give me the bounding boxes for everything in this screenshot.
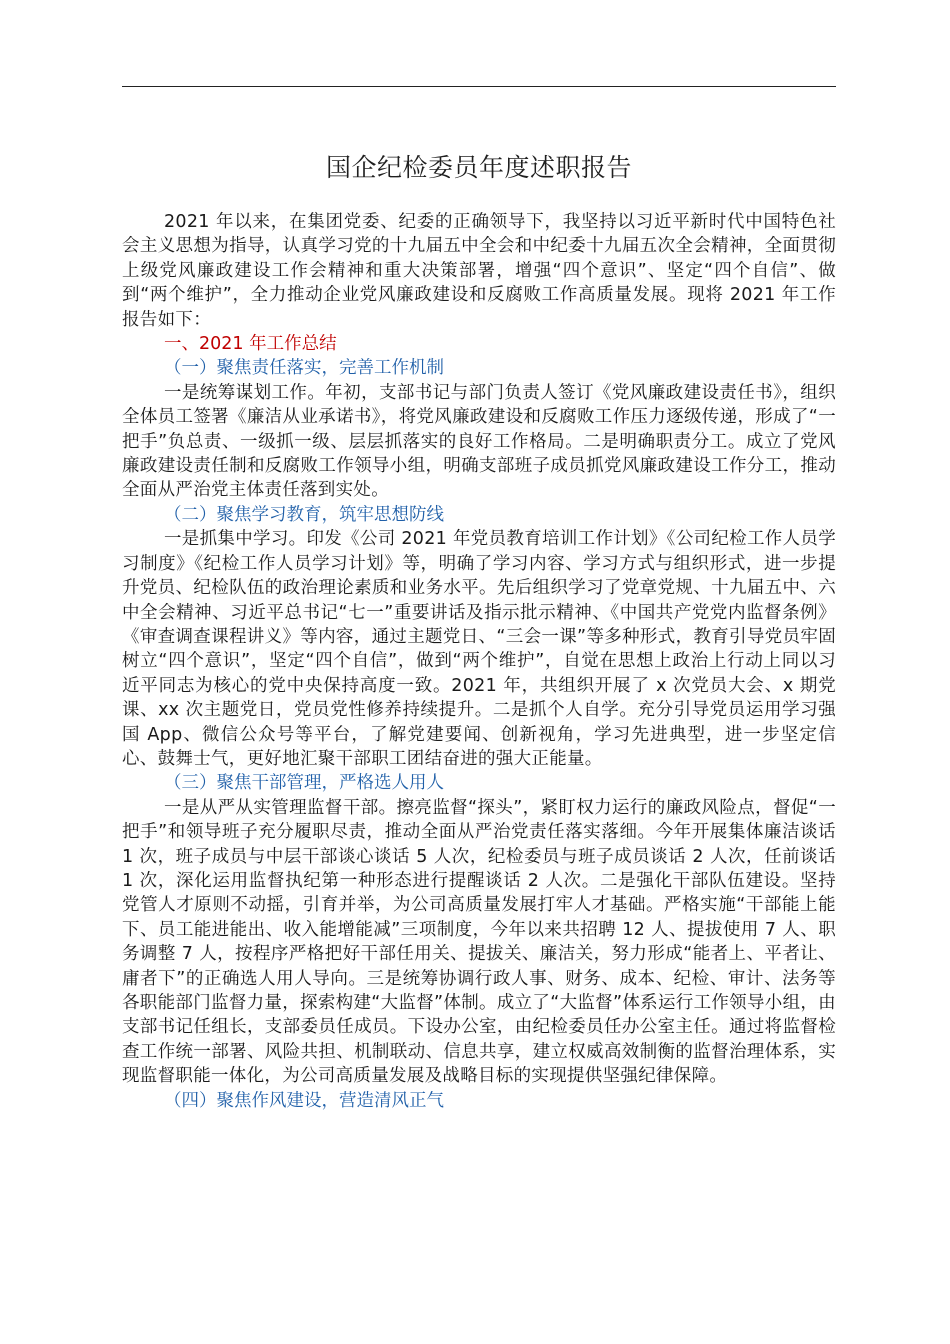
subsection-heading-3: （三）聚焦干部管理，严格选人用人: [164, 773, 444, 794]
section-heading-1: 一、2021 年工作总结: [164, 334, 337, 355]
document-title: 国企纪检委员年度述职报告: [325, 153, 632, 182]
intro-paragraph: 2021 年以来，在集团党委、纪委的正确领导下，我坚持以习近平新时代中国特色社会主义思想为指导，认真学习党的十九届五中全会和中纪委十九届五次全会精神，全面贯彻上级党风廉政建设工作会精神和重大决策部署，增强“四个意识”、坚定“四个自信”、做到“两个维护”，全力推动企业党风廉政建设和反腐败工作高质量发展。现将 2021 年工作报告如下：: [122, 212, 836, 330]
subsection-heading-4: （四）聚焦作风建设，营造清风正气: [164, 1090, 444, 1111]
subsection-paragraph-2: 一是抓集中学习。印发《公司 2021 年党员教育培训工作计划》《公司纪检工作人员学习制度》《纪检工作人员学习计划》等，明确了学习内容、学习方式与组织形式，进一步提升党员、纪检队伍的政治理论素质和业务水平。先后组织学习了党章党规、十九届五中、六中全会精神、习近平总书记“七一”重要讲话及指示批示精神、《中国共产党党内监督条例》《审查调查课程讲义》等内容，通过主题党日、“三会一课”等多种形式，教育引导党员牢固树立“四个意识”，坚定“四个自信”，做到“两个维护”，自觉在思想上政治上行动上同以习近平同志为核心的党中央保持高度一致。2021 年，共组织开展了 x 次党员大会、x 期党课、xx 次主题党日，党员党性修养持续提升。二是抓个人自学。充分引导党员运用学习强国 App、微信公众号等平台，了解党建要闻、创新视角，学习先进典型，进一步坚定信心、鼓舞士气，更好地汇聚干部职工团结奋进的强大正能量。: [122, 529, 836, 769]
subsection-paragraph-3: 一是从严从实管理监督干部。擦亮监督“探头”，紧盯权力运行的廉政风险点，督促“一把手”和领导班子充分履职尽责，推动全面从严治党责任落实落细。今年开展集体廉洁谈话 1 次，班子成员与中层干部谈心谈话 5 人次，纪检委员与班子成员谈话 2 人次，任前谈话 1 次，深化运用监督执纪第一种形态进行提醒谈话 2 人次。二是强化干部队伍建设。坚持党管人才原则不动摇，引育并举，为公司高质量发展打牢人才基础。严格实施“干部能上能下、员工能进能出、收入能增能减”三项制度，今年以来共招聘 12 人、提拔使用 7 人、职务调整 7 人，按程序严格把好干部任用关、提拔关、廉洁关，努力形成“能者上、平者让、庸者下”的正确选人用人导向。三是统筹协调行政人事、财务、成本、纪检、审计、法务等各职能部门监督力量，探索构建“大监督”体制。成立了“大监督”体系运行工作领导小组，由支部书记任组长，支部委员任成员。下设办公室，由纪检委员任办公室主任。通过将监督检查工作统一部署、风险共担、机制联动、信息共享，建立权威高效制衡的监督治理体系，实现监督职能一体化，为公司高质量发展及战略目标的实现提供坚强纪律保障。: [122, 797, 836, 1087]
header-rule: [122, 86, 836, 87]
subsection-paragraph-1: 一是统筹谋划工作。年初，支部书记与部门负责人签订《党风廉政建设责任书》，组织全体员工签署《廉洁从业承诺书》，将党风廉政建设和反腐败工作压力逐级传递，形成了“一把手”负总责、一级抓一级、层层抓落实的良好工作格局。二是明确职责分工。成立了党风廉政建设责任制和反腐败工作领导小组，明确支部班子成员抓党风廉政建设工作分工，推动全面从严治党主体责任落到实处。: [122, 382, 836, 501]
subsection-heading-1: （一）聚焦责任落实，完善工作机制: [164, 358, 444, 379]
document-body: [122, 210, 836, 1113]
subsection-heading-2: （二）聚焦学习教育，筑牢思想防线: [164, 504, 444, 525]
